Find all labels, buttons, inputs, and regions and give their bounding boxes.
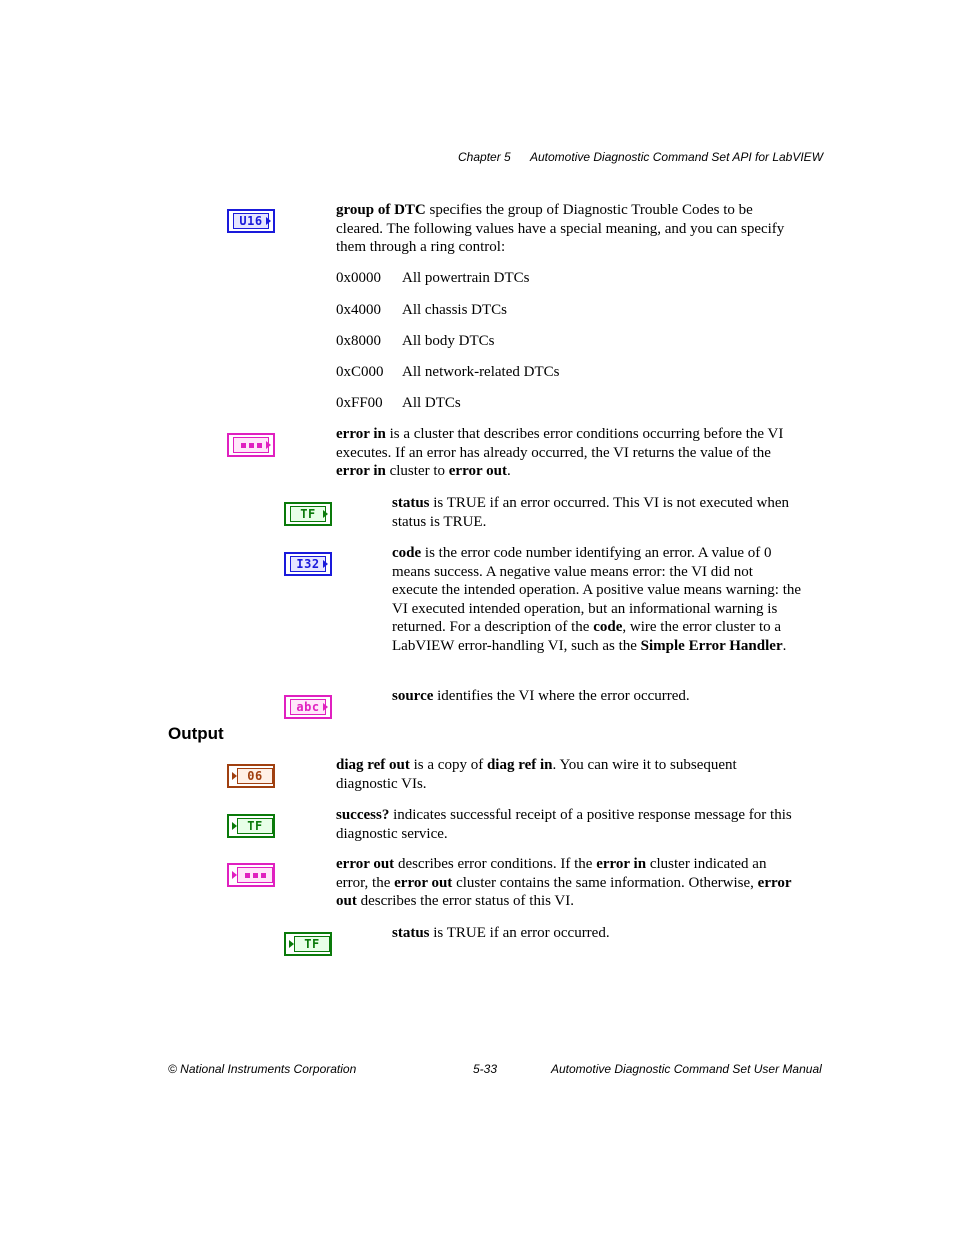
string-terminal-icon: abc (284, 695, 332, 719)
dtc-value-row: 0xC000 All network-related DTCs (336, 364, 560, 380)
error-cluster-in-icon (227, 433, 275, 457)
status-in-description: status is TRUE if an error occurred. This VI is not executed when status is TRUE. (392, 495, 790, 530)
output-heading: Output (168, 724, 224, 743)
boolean-terminal-icon: TF (284, 502, 332, 526)
chapter-title: Automotive Diagnostic Command Set API for LabVIEW (530, 150, 824, 164)
refnum-out-icon: 06 (227, 764, 275, 788)
boolean-indicator-icon: TF (284, 932, 332, 956)
diag-ref-out-description: diag ref out is a copy of diag ref in. You can wire it to subsequent diagnostic VIs. (336, 757, 737, 792)
page-number: 5-33 (473, 1062, 498, 1076)
boolean-indicator-icon: TF (227, 814, 275, 838)
error-out-description: error out describes error conditions. If the error in cluster indicated an error, the error out cluster contains the same information. Otherwise, error out describes the error status of this VI. (336, 856, 792, 910)
chapter-label: Chapter 5 (458, 150, 511, 164)
status-out-description: status is TRUE if an error occurred. (392, 925, 610, 941)
error-in-description: error in is a cluster that describes error conditions occurring before the VI executes. If an error has already occurred, the VI returns the value of the error in cluster to error out. (336, 426, 784, 480)
group-of-dtc-description: group of DTC specifies the group of Diagnostic Trouble Codes to be cleared. The following values have a special meaning, and you can specify them through a ring control: (336, 202, 785, 256)
footer-copyright: © National Instruments Corporation (168, 1062, 357, 1076)
i32-terminal-icon: I32 (284, 552, 332, 576)
dtc-value-row: 0xFF00 All DTCs (336, 395, 461, 411)
source-description: source identifies the VI where the error occurred. (392, 688, 690, 704)
success-description: success? indicates successful receipt of a positive response message for this diagnostic service. (336, 807, 792, 842)
u16-terminal-icon: U16 (227, 209, 275, 233)
dtc-value-row: 0x0000 All powertrain DTCs (336, 270, 530, 286)
footer-manual-title: Automotive Diagnostic Command Set User Manual (551, 1062, 822, 1076)
error-cluster-out-icon (227, 863, 275, 887)
code-description: code is the error code number identifying an error. A value of 0 means success. A negative value means error: the VI did not execute the intended operation. A positive value means warning: the VI executed intended operation, but an informational warning is returned. For a description of the code, wire the error cluster to a LabVIEW error-handling VI, such as the Simple Error Handler. (392, 545, 802, 654)
dtc-value-row: 0x4000 All chassis DTCs (336, 302, 507, 318)
dtc-value-row: 0x8000 All body DTCs (336, 333, 495, 349)
